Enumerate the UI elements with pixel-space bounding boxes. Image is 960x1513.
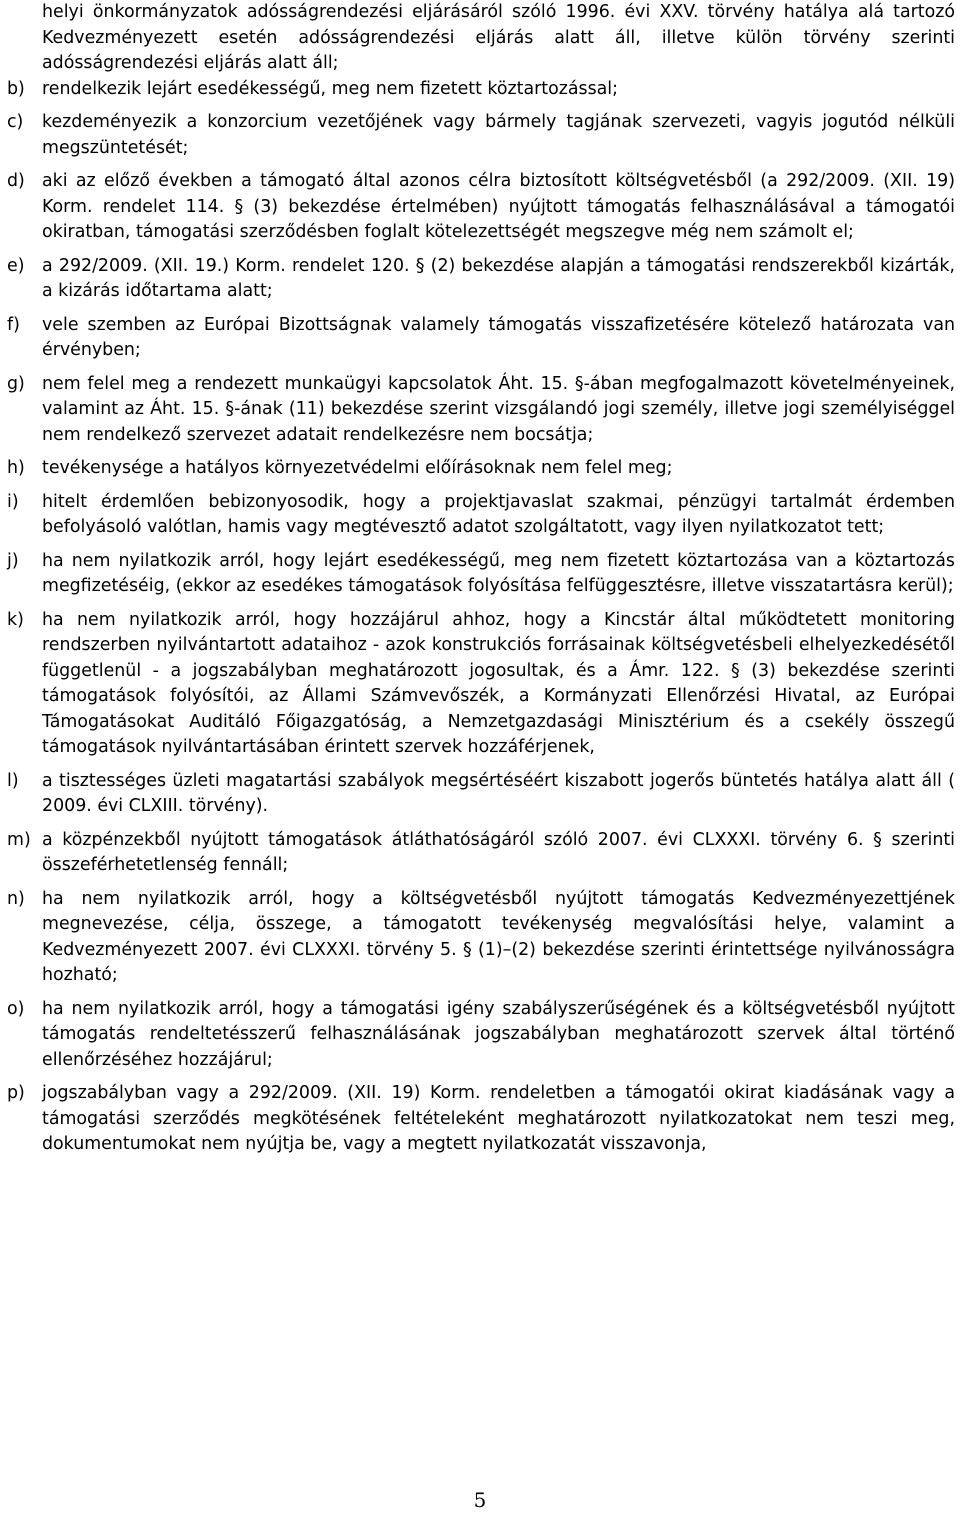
list-item-text: a tisztességes üzleti magatartási szabályok megsértéséért kiszabott jogerős büntetés hatálya alatt áll ( 2009. évi CLXIII. törvény). <box>42 770 955 816</box>
list-item-marker: g) <box>7 373 25 394</box>
list-item-text: vele szemben az Európai Bizottságnak valamely támogatás visszafizetésére kötelező határozata van érvényben; <box>42 314 955 360</box>
list-item <box>7 169 955 246</box>
document-body <box>7 0 955 1166</box>
list-item-marker: b) <box>7 78 25 99</box>
list-item-marker: h) <box>7 458 25 478</box>
list-item-marker: i) <box>7 491 19 512</box>
list-item-marker: p) <box>7 1083 25 1103</box>
list-item-text: kezdeményezik a konzorcium vezetőjének vagy bármely tagjának szervezeti, vagyis jogutód nélküli megszüntetését; <box>42 112 955 158</box>
list-item <box>7 769 955 820</box>
list-item-text: ha nem nyilatkozik arról, hogy a támogatási igény szabályszerűségének és a költségvetésből nyújtott támogatás rendeltetésszerű felhasználásának jogszabályban meghatározott szervek által történő ellenőrzéséhez hozzájárul; <box>42 998 955 1070</box>
list-item <box>7 1081 955 1158</box>
list-item <box>7 254 955 305</box>
list-item-text: a 292/2009. (XII. 19.) Korm. rendelet 120. § (2) bekezdése alapján a támogatási rendszerekből kizárták, a kizárás időtartama alatt; <box>42 255 955 301</box>
list-item-marker: j) <box>7 550 19 571</box>
list-item-marker: o) <box>7 998 25 1019</box>
list-item <box>7 997 955 1074</box>
list-item-text: tevékenysége a hatályos környezetvédelmi előírásoknak nem felel meg; <box>42 458 673 478</box>
list-item-marker: e) <box>7 255 25 276</box>
list-item <box>7 828 955 879</box>
page-number: 5 <box>473 1488 487 1512</box>
list-item-text: jogszabályban vagy a 292/2009. (XII. 19) Korm. rendeletben a támogatói okirat kiadásának vagy a támogatási szerződés megkötésének feltételeként meghatározott nyilatkozatokat nem teszi meg, dokumentumokat nem nyújtja be, vagy a megtett nyilatkozatát visszavonja, <box>42 1083 955 1154</box>
list-item-marker: k) <box>7 609 24 630</box>
list-item-marker: c) <box>7 112 24 132</box>
list-item <box>7 313 955 364</box>
list-item <box>7 456 955 482</box>
list-item-text: aki az előző években a támogató által azonos célra biztosított költségvetésből (a 292/2009. (XII. 19) Korm. rendelet 114. § (3) bekezdése értelmében) nyújtott támogatás felhasználásával a támogatói okiratban, támogatási szerződésben foglalt kötelezettségét megszegve még nem számolt el; <box>42 171 955 242</box>
item-list <box>7 77 955 1158</box>
list-item-text: a közpénzekből nyújtott támogatások átláthatóságáról szóló 2007. évi CLXXXI. törvény 6. § szerinti összeférhetetlenség fennáll; <box>42 829 955 875</box>
list-item-text: ha nem nyilatkozik arról, hogy hozzájárul ahhoz, hogy a Kincstár által működtetett monitoring rendszerben nyilvántartott adataihoz - azok konstrukciós forrásainak költségvetésbeli elhelyezkedésétől függetlenül - a jogszabályban meghatározott jogosultak, és a Ámr. 122. § (3) bekezdése szerinti támogatások folyósítói, az Állami Számvevőszék, a Kormányzati Ellenőrzési Hivatal, az Európai Támogatásokat Auditáló Főigazgatóság, a Nemzetgazdasági Minisztérium és a csekély összegű támogatások nyilvántartásában érintett szervek hozzáférjenek, <box>42 609 955 757</box>
list-item <box>7 608 955 761</box>
list-item <box>7 110 955 161</box>
list-item <box>7 490 955 541</box>
list-item-text: nem felel meg a rendezett munkaügyi kapcsolatok Áht. 15. §-ában megfogalmazott követelményeinek, valamint az Áht. 15. §-ának (11) bekezdése szerint vizsgálandó jogi személy, illetve jogi személyiséggel nem rendelkező szervezet adatait rendelkezésre nem bocsátja; <box>42 373 955 445</box>
list-item-marker: d) <box>7 171 25 191</box>
list-item-text: hitelt érdemlően bebizonyosodik, hogy a projektjavaslat szakmai, pénzügyi tartalmát érdemben befolyásoló valótlan, hamis vagy megtévesztő adatot szolgáltatott, vagy ilyen nyilatkozatot tett; <box>42 491 955 537</box>
list-item-marker: l) <box>7 770 19 791</box>
list-item-marker: f) <box>7 314 20 335</box>
list-item-text: ha nem nyilatkozik arról, hogy lejárt esedékességű, meg nem fizetett köztartozása van a köztartozás megfizetéséig, (ekkor az esedékes támogatások folyósítása felfüggesztésre, illetve visszatartásra kerül); <box>42 550 955 596</box>
list-item-marker: m) <box>7 829 31 850</box>
intro-paragraph: helyi önkormányzatok adósságrendezési eljárásáról szóló 1996. évi XXV. törvény hatálya alá tartozó Kedvezményezett esetén adósságrendezési eljárás alatt áll, illetve külön törvény szerinti adósságrendezési eljárás alatt áll; <box>42 2 955 73</box>
list-item <box>7 549 955 600</box>
list-item-text: rendelkezik lejárt esedékességű, meg nem fizetett köztartozással; <box>42 78 618 99</box>
list-item <box>7 887 955 989</box>
list-item-text: ha nem nyilatkozik arról, hogy a költségvetésből nyújtott támogatás Kedvezményezettjének megnevezése, célja, összege, a támogatott tevékenység megvalósítási helye, valamint a Kedvezményezett 2007. évi CLXXXI. törvény 5. § (1)–(2) bekezdése szerinti érintettsége nyilvánosságra hozható; <box>42 888 955 985</box>
list-item <box>7 77 955 103</box>
list-item <box>7 372 955 449</box>
list-item-marker: n) <box>7 888 25 909</box>
